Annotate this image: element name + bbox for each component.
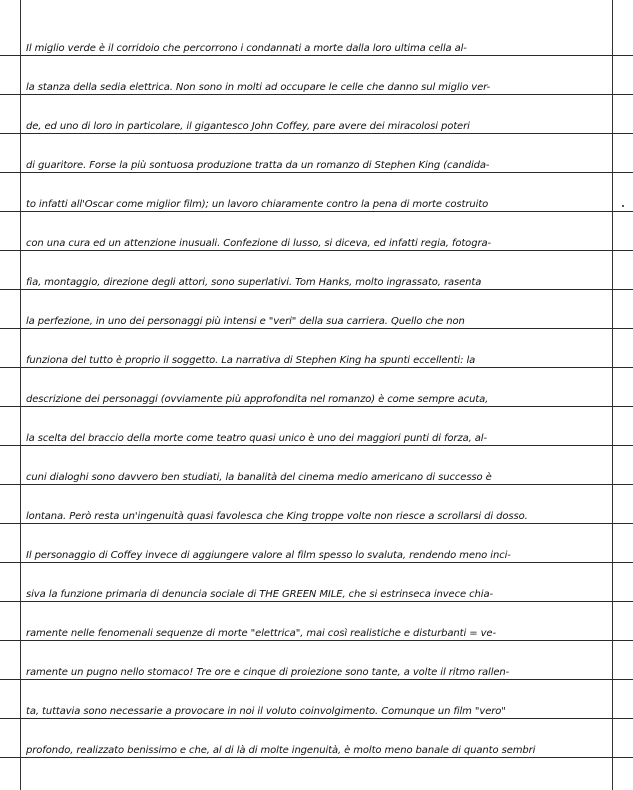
handwritten-line: di guaritore. Forse la più sontuosa produzione tratta da un romanzo di Stephen King (candida- (26, 160, 490, 171)
handwritten-line: cuni dialoghi sono davvero ben studiati, la banalità del cinema medio americano di successo è (26, 472, 492, 483)
ink-dot (622, 205, 624, 207)
handwritten-line: descrizione dei personaggi (ovviamente più approfondita nel romanzo) è come sempre acuta, (26, 394, 489, 405)
handwritten-line: Il miglio verde è il corridoio che percorrono i condannati a morte dalla loro ultima cella al- (26, 43, 467, 54)
handwritten-line: funziona del tutto è proprio il soggetto. La narrativa di Stephen King ha spunti eccellenti: la (26, 355, 476, 366)
handwritten-line: la stanza della sedia elettrica. Non sono in molti ad occupare le celle che danno sul miglio ver- (26, 82, 491, 93)
handwritten-line: de, ed uno di loro in particolare, il gigantesco John Coffey, pare avere dei miracolosi poteri (26, 121, 470, 132)
handwritten-line: con una cura ed un attenzione inusuali. Confezione di lusso, si diceva, ed infatti regia, fotogra- (26, 238, 492, 249)
handwritten-line: profondo, realizzato benissimo e che, al di là di molte ingenuità, è molto meno banale di quanto sembri (26, 745, 536, 756)
handwritten-line: siva la funzione primaria di denuncia sociale di THE GREEN MILE, che si estrinseca invece chia- (26, 589, 493, 600)
handwritten-line: la perfezione, in uno dei personaggi più intensi e "veri" della sua carriera. Quello che non (26, 316, 465, 327)
right-margin-line (612, 0, 613, 790)
handwritten-line: Il personaggio di Coffey invece di aggiungere valore al film spesso lo svaluta, rendendo meno inci- (26, 550, 511, 561)
handwritten-line: ramente nelle fenomenali sequenze di morte "elettrica", mai così realistiche e disturbanti = ve- (26, 628, 496, 639)
left-margin-line (20, 0, 21, 790)
handwritten-line: ramente un pugno nello stomaco! Tre ore e cinque di proiezione sono tante, a volte il ritmo rallen- (26, 667, 510, 678)
handwritten-line: ta, tuttavia sono necessarie a provocare in noi il voluto coinvolgimento. Comunque un film "vero" (26, 706, 506, 717)
handwritten-line: la scelta del braccio della morte come teatro quasi unico è uno dei maggiori punti di forza, al- (26, 433, 487, 444)
handwritten-line: fia, montaggio, direzione degli attori, sono superlativi. Tom Hanks, molto ingrassato, rasenta (26, 277, 482, 288)
handwritten-line: lontana. Però resta un'ingenuità quasi favolesca che King troppe volte non riesce a scrollarsi di dosso. (26, 511, 528, 522)
handwritten-line: to infatti all'Oscar come miglior film); un lavoro chiaramente contro la pena di morte costruito (26, 199, 489, 210)
